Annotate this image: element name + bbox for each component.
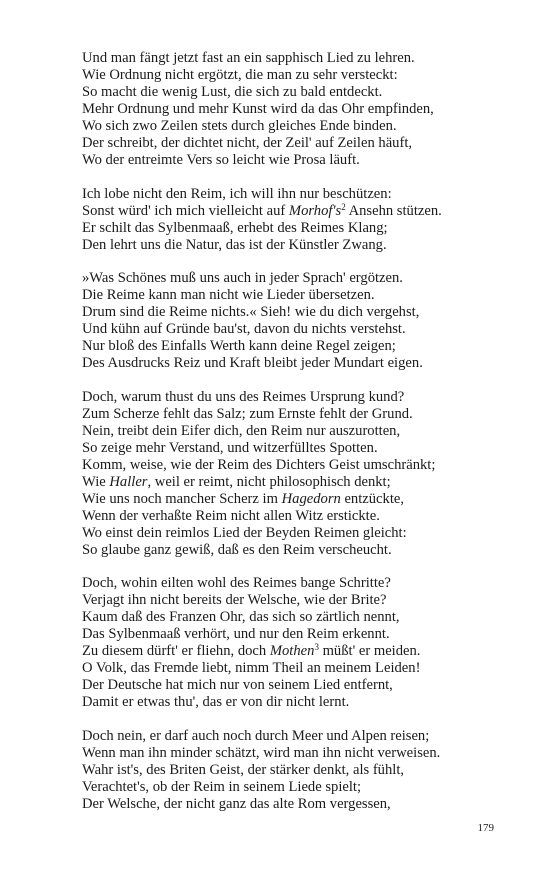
verse-line: Des Ausdrucks Reiz und Kraft bleibt jeder Mundart eigen.: [82, 355, 423, 371]
stanza: [82, 186, 522, 254]
verse-line: Und kühn auf Gründe bau'st, davon du nichts verstehst.: [82, 321, 406, 337]
verse-text: Ansehn stützen.: [345, 202, 442, 219]
verse-line: Doch nein, er darf auch noch durch Meer und Alpen reisen;: [82, 727, 430, 744]
verse-line: Zum Scherze fehlt das Salz; zum Ernste fehlt der Grund.: [82, 405, 413, 422]
verse-line: Er schilt das Sylbenmaaß, erhebt des Reimes Klang;: [82, 219, 388, 236]
italic-name: Haller: [109, 473, 148, 490]
verse-line: [82, 491, 522, 508]
verse-line: Der Welsche, der nicht ganz das alte Rom vergessen,: [82, 795, 391, 812]
verse-line: So glaube ganz gewiß, daß es den Reim verscheucht.: [82, 541, 392, 558]
verse-line: O Volk, das Fremde liebt, nimm Theil an meinem Leiden!: [82, 660, 421, 676]
verse-line: [82, 203, 522, 220]
verse-line: So macht die wenig Lust, die sich zu bald entdeckt.: [82, 84, 383, 100]
verse-line: Wo der entreimte Vers so leicht wie Prosa läuft.: [82, 152, 360, 168]
verse-line: Mehr Ordnung und mehr Kunst wird da das Ohr empfinden,: [82, 101, 434, 117]
footnote-marker: 3: [314, 642, 319, 652]
verse-text: , weil er reimt, nicht philosophisch denkt;: [147, 473, 391, 490]
stanza: [82, 728, 522, 813]
verse-text: Wie: [82, 473, 110, 490]
verse-line: Und man fängt jetzt fast an ein sapphisch Lied zu lehren.: [82, 50, 415, 66]
page-number: 179: [477, 822, 494, 834]
italic-name: Morhof's: [288, 202, 342, 219]
verse-text: müßt' er meiden.: [318, 643, 421, 659]
verse-line: Wo einst dein reimlos Lied der Beyden Reimen gleicht:: [82, 524, 407, 541]
poem-body: [82, 50, 522, 829]
verse-line: [82, 474, 522, 491]
verse-text: Sonst würd' ich mich vielleicht auf: [82, 202, 289, 219]
stanza: [82, 575, 522, 711]
verse-line: Verachtet's, ob der Reim in seinem Liede spielt;: [82, 778, 362, 795]
verse-line: Kaum daß des Franzen Ohr, das sich so zärtlich nennt,: [82, 609, 400, 625]
verse-line: Der schreibt, der dichtet nicht, der Zeil' auf Zeilen häuft,: [82, 135, 413, 151]
verse-line: Wenn man ihn minder schätzt, wird man ihn nicht verweisen.: [82, 744, 441, 761]
verse-text: entzückte,: [340, 490, 405, 507]
verse-line: Verjagt ihn nicht bereits der Welsche, wie der Brite?: [82, 592, 387, 608]
verse-line: Komm, weise, wie der Reim des Dichters Geist umschränkt;: [82, 456, 436, 473]
verse-line: Der Deutsche hat mich nur von seinem Lied entfernt,: [82, 677, 393, 693]
verse-line: Damit er etwas thu', das er von dir nicht lernt.: [82, 694, 350, 710]
verse-text: Wie uns noch mancher Scherz im: [82, 490, 282, 507]
footnote-marker: 2: [341, 201, 346, 212]
verse-line: Nur bloß des Einfalls Werth kann deine Regel zeigen;: [82, 338, 396, 354]
verse-text: Zu diesem dürft' er fliehn, doch: [82, 643, 270, 659]
verse-line: Wo sich zwo Zeilen stets durch gleiches Ende binden.: [82, 118, 397, 134]
stanza: [82, 50, 522, 169]
italic-name: Hagedorn: [281, 490, 341, 507]
verse-line: Den lehrt uns die Natur, das ist der Künstler Zwang.: [82, 236, 387, 253]
verse-line: Wenn der verhaßte Reim nicht allen Witz erstickte.: [82, 507, 380, 524]
verse-line: Doch, warum thust du uns des Reimes Ursprung kund?: [82, 388, 405, 405]
verse-line: Das Sylbenmaaß verhört, und nur den Reim erkennt.: [82, 626, 390, 642]
verse-line: So zeige mehr Verstand, und witzerfülltes Spotten.: [82, 439, 378, 456]
verse-line: Nein, treibt dein Eifer dich, den Reim nur auszurotten,: [82, 422, 401, 439]
verse-line: Drum sind die Reime nichts.« Sieh! wie du dich vergehst,: [82, 304, 420, 320]
verse-line: [82, 643, 522, 660]
verse-line: Doch, wohin eilten wohl des Reimes bange Schritte?: [82, 575, 391, 591]
stanza: [82, 389, 522, 559]
verse-line: »Was Schönes muß uns auch in jeder Sprach' ergötzen.: [82, 270, 403, 286]
stanza: [82, 270, 522, 372]
verse-line: Wahr ist's, des Briten Geist, der stärker denkt, als fühlt,: [82, 761, 405, 778]
verse-line: Ich lobe nicht den Reim, ich will ihn nur beschützen:: [82, 185, 392, 202]
italic-name: Mothen: [269, 643, 315, 659]
verse-line: Die Reime kann man nicht wie Lieder übersetzen.: [82, 287, 375, 303]
verse-line: Wie Ordnung nicht ergötzt, die man zu sehr versteckt:: [82, 67, 398, 83]
